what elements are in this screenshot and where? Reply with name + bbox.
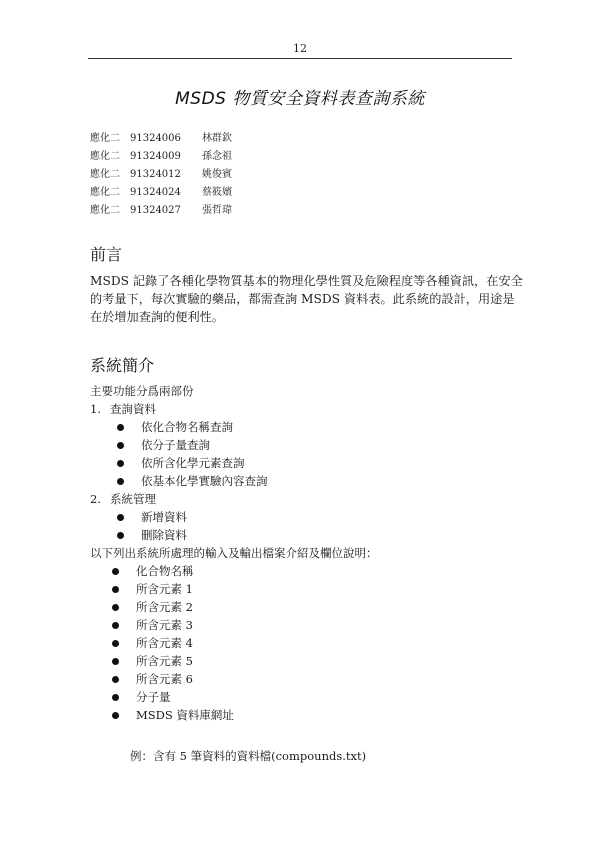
field-item-text: 所含元素 4	[136, 636, 193, 650]
page-number: 12	[293, 42, 307, 55]
bullet-icon	[117, 442, 124, 449]
function-group-query	[90, 400, 520, 418]
function-number: 2.	[90, 492, 101, 506]
list-item-text: 新增資料	[141, 510, 187, 524]
field-item-text: 所含元素 3	[136, 618, 193, 632]
list-item-text: 依所含化學元素查詢	[141, 456, 245, 470]
intro-body	[90, 382, 520, 724]
list-item	[90, 418, 520, 436]
field-item-text: 所含元素 5	[136, 654, 193, 668]
field-item	[90, 580, 520, 598]
bullet-icon	[117, 532, 124, 539]
bullet-icon	[112, 658, 119, 665]
author-id: 91324024	[130, 187, 181, 198]
preface-paragraph	[90, 272, 523, 326]
author-row	[90, 130, 262, 148]
document-title: MSDS 物質安全資料表查詢系統	[175, 89, 425, 109]
preface-line: 在於增加查詢的便利性。	[90, 310, 225, 324]
preface-line: MSDS 記錄了各種化學物質基本的物理化學性質及危險程度等各種資訊，在安全	[90, 274, 523, 288]
field-item	[90, 616, 520, 634]
author-dept: 應化二	[90, 187, 120, 198]
list-item	[90, 472, 520, 490]
author-row	[90, 202, 262, 220]
intro-heading: 系統簡介	[90, 356, 155, 375]
author-id: 91324027	[130, 205, 181, 216]
field-item	[90, 688, 520, 706]
author-name: 蔡筱嬪	[202, 187, 232, 198]
author-name: 姚俊賓	[202, 169, 232, 180]
bullet-icon	[112, 712, 119, 719]
field-item	[90, 652, 520, 670]
bullet-icon	[117, 424, 124, 431]
field-item	[90, 562, 520, 580]
bullet-icon	[112, 640, 119, 647]
list-item	[90, 454, 520, 472]
list-item	[90, 526, 520, 544]
field-item-text: 所含元素 2	[136, 600, 193, 614]
preface-heading: 前言	[90, 245, 123, 264]
author-name: 孫念祖	[202, 151, 232, 162]
function-number: 1.	[90, 402, 101, 416]
function-label: 查詢資料	[110, 402, 156, 416]
list-item	[90, 508, 520, 526]
bullet-icon	[117, 460, 124, 467]
bullet-icon	[112, 676, 119, 683]
example-caption: 例：含有 5 筆資料的資料檔(compounds.txt)	[130, 749, 367, 763]
bullet-icon	[112, 622, 119, 629]
author-id: 91324012	[130, 169, 181, 180]
fields-lead: 以下列出系統所處理的輸入及輸出檔案介紹及欄位說明：	[90, 546, 378, 560]
function-group-admin	[90, 490, 520, 508]
author-name: 林群欽	[202, 133, 232, 144]
author-id: 91324009	[130, 151, 181, 162]
bullet-icon	[117, 478, 124, 485]
author-dept: 應化二	[90, 133, 120, 144]
field-item-text: 所含元素 1	[136, 582, 193, 596]
field-item	[90, 598, 520, 616]
author-row	[90, 166, 262, 184]
author-list	[90, 130, 262, 220]
header-rule	[88, 58, 512, 59]
function-label: 系統管理	[110, 492, 156, 506]
list-item-text: 依化合物名稱查詢	[141, 420, 233, 434]
list-item	[90, 436, 520, 454]
field-item-text: MSDS 資料庫網址	[136, 708, 234, 722]
list-item-text: 依基本化學實驗內容查詢	[141, 474, 268, 488]
author-name: 張哲瑋	[202, 205, 232, 216]
bullet-icon	[112, 568, 119, 575]
list-item-text: 依分子量查詢	[141, 438, 210, 452]
author-row	[90, 184, 262, 202]
preface-line: 的考量下，每次實驗的藥品，都需查詢 MSDS 資料表。此系統的設計，用途是	[90, 292, 515, 306]
author-dept: 應化二	[90, 205, 120, 216]
field-item-text: 化合物名稱	[136, 564, 194, 578]
author-dept: 應化二	[90, 169, 120, 180]
bullet-icon	[112, 694, 119, 701]
bullet-icon	[112, 586, 119, 593]
author-row	[90, 148, 262, 166]
intro-lead: 主要功能分爲兩部份	[90, 384, 194, 398]
list-item-text: 刪除資料	[141, 528, 187, 542]
author-dept: 應化二	[90, 151, 120, 162]
bullet-icon	[117, 514, 124, 521]
field-item	[90, 706, 520, 724]
field-item	[90, 634, 520, 652]
field-item-text: 分子量	[136, 690, 171, 704]
field-item-text: 所含元素 6	[136, 672, 193, 686]
field-item	[90, 670, 520, 688]
bullet-icon	[112, 604, 119, 611]
author-id: 91324006	[130, 133, 181, 144]
